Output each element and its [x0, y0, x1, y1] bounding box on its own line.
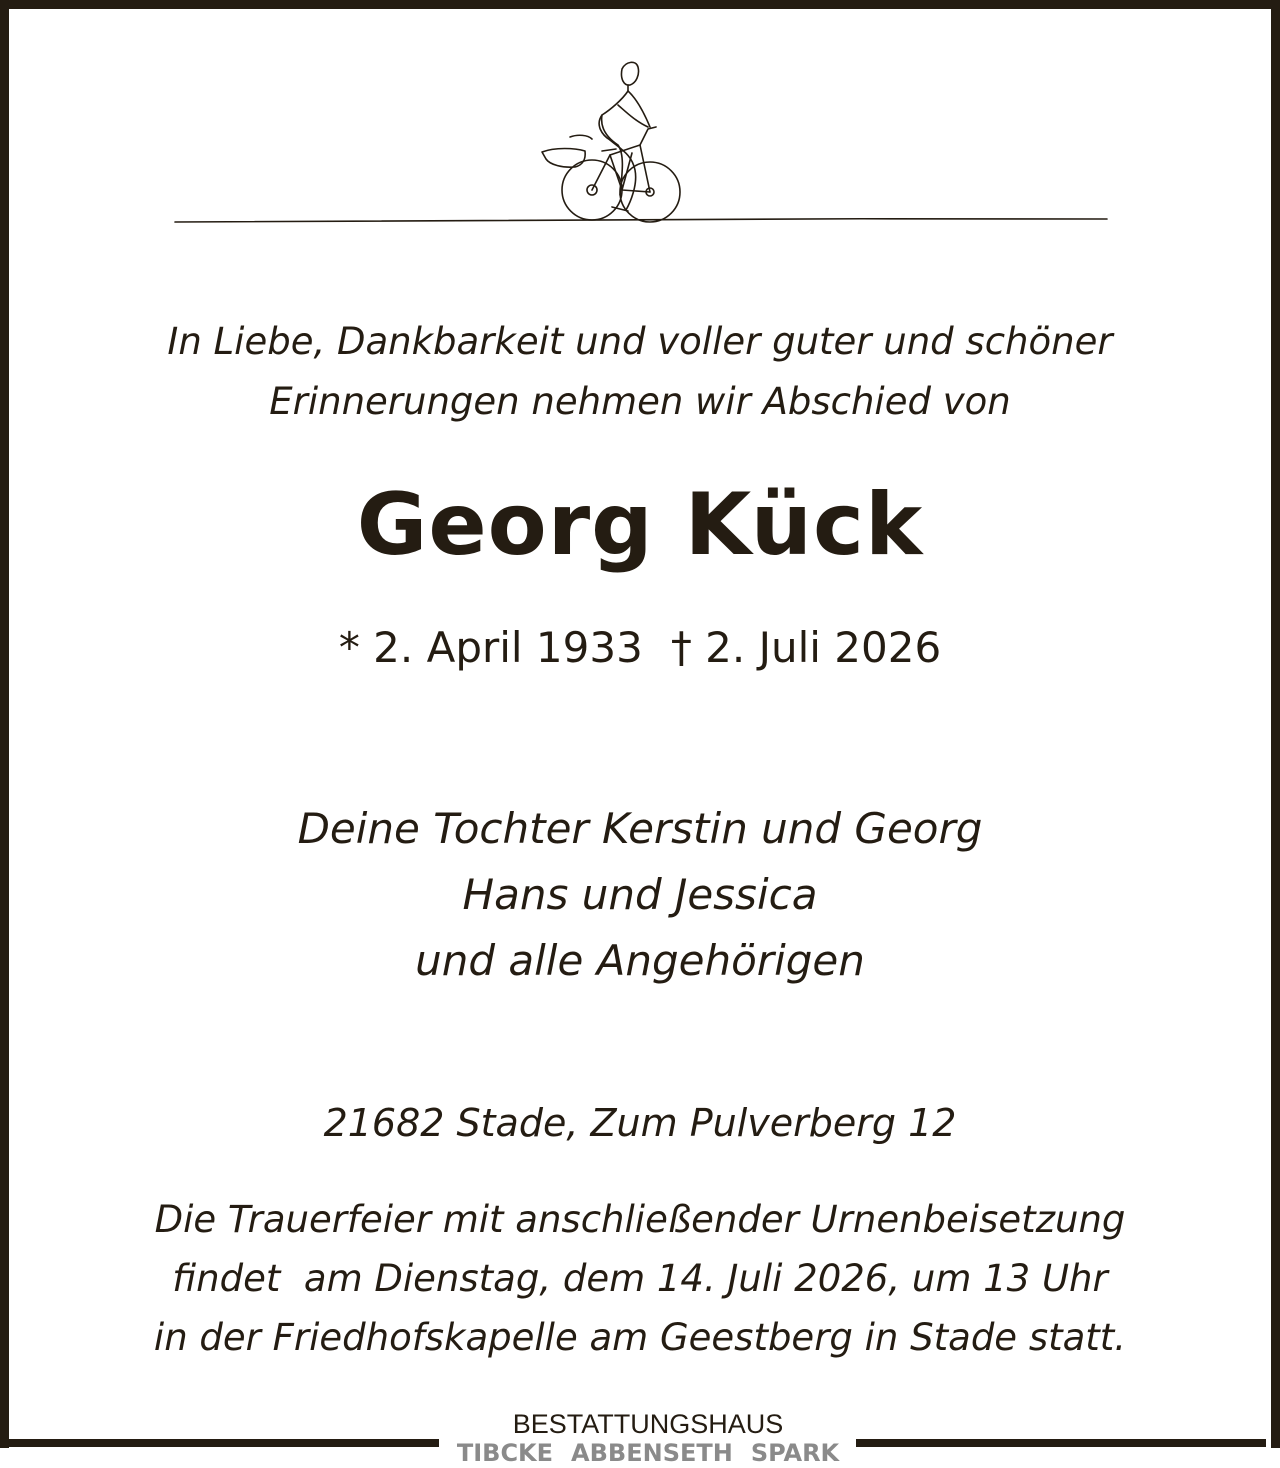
frame-border-bottom-left: [14, 1439, 439, 1447]
ceremony-line-1: Die Trauerfeier mit anschließender Urnenbeisetzung: [154, 1198, 1126, 1241]
deceased-name: Georg Kück: [356, 475, 924, 575]
cyclist-line-drawing-icon: [170, 55, 1110, 230]
ceremony-line-2: findet am Dienstag, dem 14. Juli 2026, um 13 Uhr: [172, 1257, 1108, 1300]
logo-name-2: ABBENSETH: [571, 1439, 733, 1467]
life-dates: [0, 620, 1280, 676]
logo-title: BESTATTUNGSHAUS: [512, 1409, 784, 1439]
frame-border-bottom-corner: [0, 1439, 14, 1447]
funeral-home-logo: [440, 1395, 856, 1468]
birth-date: * 2. April 1933: [338, 623, 643, 672]
death-date: † 2. Juli 2026: [670, 623, 942, 672]
mourners-line-3: und alle Angehörigen: [415, 936, 865, 985]
ceremony-info: [0, 1190, 1280, 1367]
address: 21682 Stade, Zum Pulverberg 12: [323, 1101, 957, 1145]
logo-name-1: TIBCKE: [456, 1439, 554, 1467]
ceremony-line-3: in der Friedhofskapelle am Geestberg in Stade statt.: [153, 1316, 1127, 1359]
mourners-line-2: Hans und Jessica: [462, 870, 818, 919]
intro-line-1: In Liebe, Dankbarkeit und voller guter und schöner: [167, 320, 1113, 363]
frame-border-top: [0, 0, 1280, 9]
logo-name-3: SPARK: [750, 1439, 840, 1467]
mourners-line-1: Deine Tochter Kerstin und Georg: [297, 804, 983, 853]
logo-names: [440, 1439, 856, 1467]
intro-text: [0, 312, 1280, 432]
intro-line-2: Erinnerungen nehmen wir Abschied von: [269, 380, 1011, 423]
mourners: [0, 796, 1280, 994]
frame-border-bottom-right: [856, 1439, 1266, 1447]
